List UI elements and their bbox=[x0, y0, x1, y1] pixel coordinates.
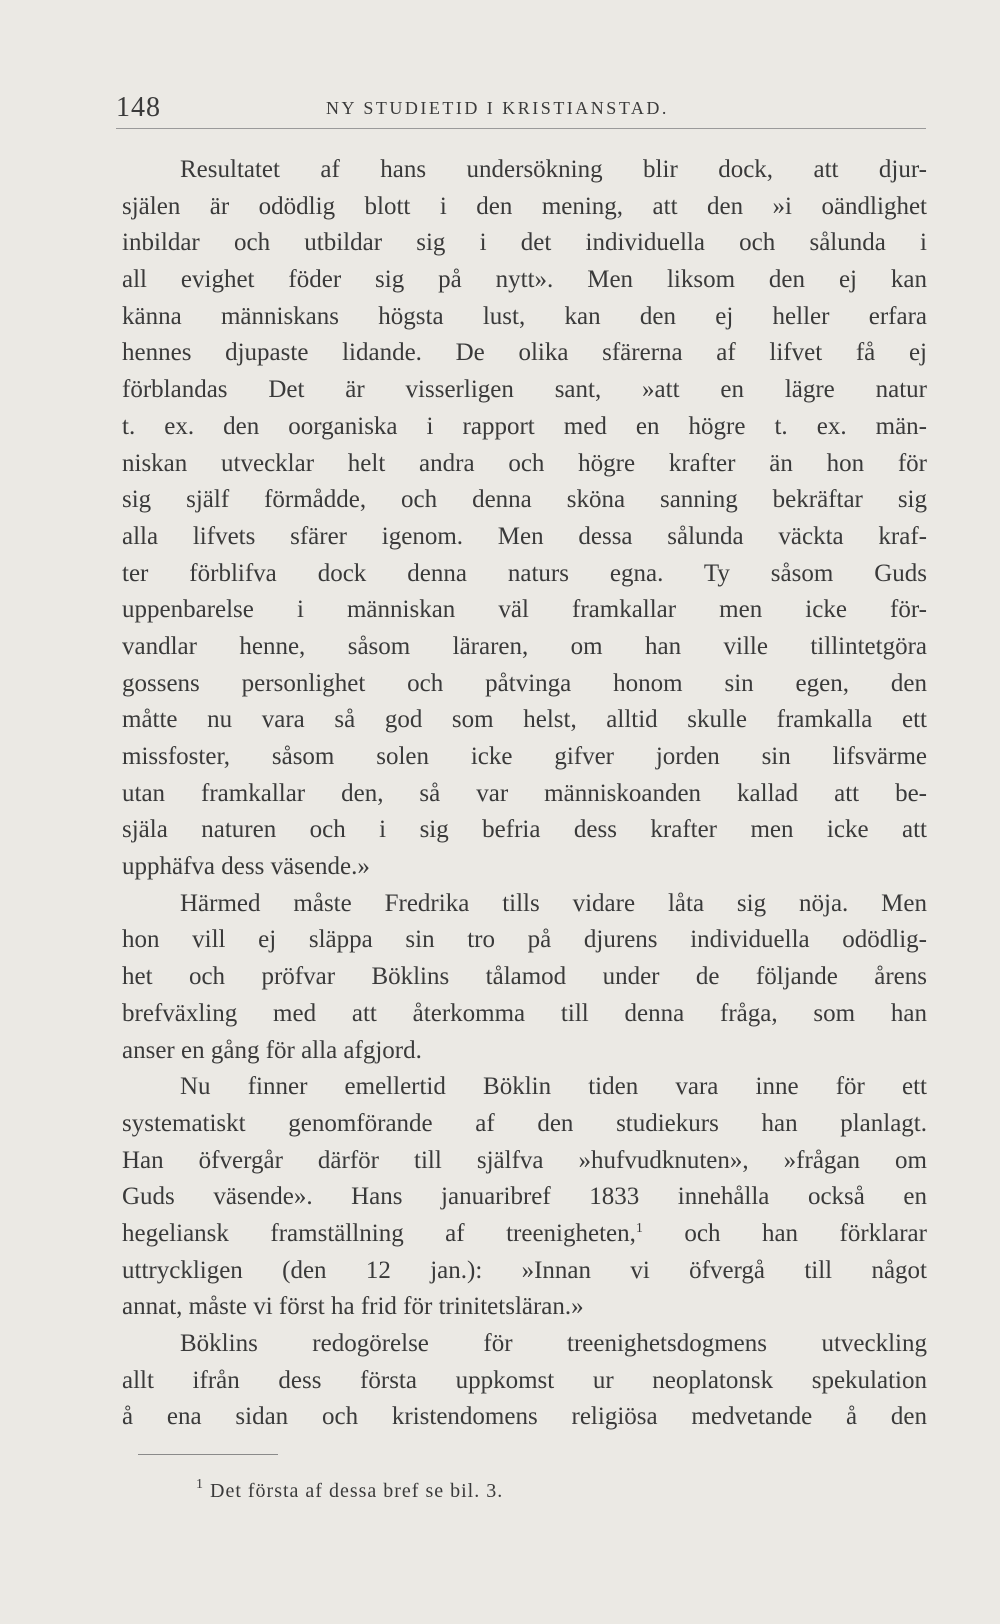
header-rule bbox=[116, 128, 926, 129]
text-line bbox=[122, 996, 927, 1033]
page-number: 148 bbox=[116, 92, 161, 123]
text-line bbox=[122, 519, 927, 556]
text-line bbox=[122, 1106, 927, 1143]
text-line bbox=[122, 739, 927, 776]
text-line bbox=[122, 959, 927, 996]
line-text: Resultatet af hans undersökning blir dock, att djur- bbox=[180, 156, 927, 183]
text-line bbox=[122, 629, 927, 666]
line-text: inbildar och utbildar sig i det individuella och sålunda i bbox=[122, 229, 927, 257]
footnote-reference: 1 bbox=[635, 1220, 643, 1236]
text-line bbox=[122, 702, 927, 739]
footnote-marker: 1 bbox=[196, 1477, 204, 1492]
line-text: systematiskt genomförande af den studiekurs han planlagt. bbox=[122, 1109, 927, 1137]
text-line bbox=[122, 1326, 927, 1363]
line-text: annat, måste vi först ha frid för trinitetsläran.» bbox=[122, 1293, 584, 1321]
text-line bbox=[122, 1363, 927, 1400]
text-line bbox=[122, 152, 927, 189]
text-line bbox=[122, 1179, 927, 1216]
line-text: upphäfva dess väsende.» bbox=[122, 853, 370, 881]
text-line bbox=[122, 262, 927, 299]
line-text: å ena sidan och kristendomens religiösa medvetande å den bbox=[122, 1403, 927, 1431]
text-line bbox=[122, 1399, 927, 1436]
line-text: Han öfvergår därför till själfva »hufvudknuten», »frågan om bbox=[122, 1146, 927, 1174]
line-text: hegeliansk framställning af treenigheten, bbox=[122, 1219, 636, 1247]
line-text: själen är odödlig blott i den mening, att den »i oändlighet bbox=[122, 192, 927, 220]
text-line bbox=[122, 482, 927, 519]
line-text: niskan utvecklar helt andra och högre krafter än hon för bbox=[122, 449, 927, 477]
line-text: missfoster, såsom solen icke gifver jorden sin lifsvärme bbox=[122, 743, 927, 770]
text-line bbox=[122, 776, 927, 813]
line-text: ter förblifva dock denna naturs egna. Ty såsom Guds bbox=[122, 559, 927, 587]
line-text: hennes djupaste lidande. De olika sfärerna af lifvet få ej bbox=[122, 339, 927, 367]
line-text: uttryckligen (den 12 jan.): »Innan vi öfvergå till något bbox=[122, 1256, 927, 1284]
line-text: alla lifvets sfärer igenom. Men dessa sålunda väckta kraf- bbox=[122, 522, 927, 550]
line-text: brefväxling med att återkomma till denna fråga, som han bbox=[122, 999, 927, 1027]
line-text: t. ex. den oorganiska i rapport med en högre t. ex. män- bbox=[122, 412, 927, 440]
line-text: anser en gång för alla afgjord. bbox=[122, 1036, 422, 1064]
line-text: vandlar henne, såsom läraren, om han ville tillintetgöra bbox=[122, 632, 927, 660]
text-line bbox=[122, 812, 927, 849]
line-text: Guds väsende». Hans januaribref 1833 innehålla också en bbox=[122, 1183, 927, 1211]
line-text: all evighet föder sig på nytt». Men liksom den ej kan bbox=[122, 266, 927, 294]
line-text: känna människans högsta lust, kan den ej heller erfara bbox=[122, 302, 927, 330]
text-line bbox=[122, 189, 927, 226]
line-text: allt ifrån dess första uppkomst ur neoplatonsk spekulation bbox=[122, 1366, 927, 1394]
text-line bbox=[122, 886, 927, 923]
body-text bbox=[122, 152, 927, 1436]
text-line bbox=[122, 446, 927, 483]
text-line bbox=[122, 849, 927, 886]
running-head: NY STUDIETID I KRISTIANSTAD. bbox=[326, 98, 669, 118]
text-line bbox=[122, 225, 927, 262]
line-text: gossens personlighet och påtvinga honom sin egen, den bbox=[122, 669, 927, 697]
text-line bbox=[122, 1216, 927, 1253]
line-text: Nu finner emellertid Böklin tiden vara inne för ett bbox=[180, 1073, 927, 1101]
line-text: Härmed måste Fredrika tills vidare låta sig nöja. Men bbox=[180, 889, 927, 917]
footnote-rule bbox=[138, 1454, 278, 1455]
line-text: förblandas Det är visserligen sant, »att en lägre natur bbox=[122, 376, 927, 404]
line-text: själa naturen och i sig befria dess krafter men icke att bbox=[122, 816, 927, 844]
text-line bbox=[122, 922, 927, 959]
page-header bbox=[116, 92, 926, 132]
line-text: sig själf förmådde, och denna sköna sanning bekräftar sig bbox=[122, 486, 927, 514]
text-line bbox=[122, 666, 927, 703]
line-text-continued: och han förklarar bbox=[642, 1219, 927, 1247]
text-line bbox=[122, 335, 927, 372]
text-line bbox=[122, 299, 927, 336]
text-line bbox=[122, 409, 927, 446]
text-line bbox=[122, 1069, 927, 1106]
text-line bbox=[122, 592, 927, 629]
text-line bbox=[122, 1289, 927, 1326]
text-line bbox=[122, 1143, 927, 1180]
line-text: hon vill ej släppa sin tro på djurens individuella odödlig- bbox=[122, 926, 927, 954]
text-line bbox=[122, 1033, 927, 1070]
line-text: utan framkallar den, så var människoanden kallad att be- bbox=[122, 779, 927, 807]
footnote bbox=[196, 1477, 504, 1503]
line-text: Böklins redogörelse för treenighetsdogmens utveckling bbox=[180, 1330, 927, 1357]
text-line bbox=[122, 372, 927, 409]
line-text: het och pröfvar Böklins tålamod under de följande årens bbox=[122, 963, 927, 991]
line-text: uppenbarelse i människan väl framkallar men icke för- bbox=[122, 596, 927, 624]
footnote-text: Det första af dessa bref se bil. 3. bbox=[210, 1480, 504, 1502]
text-line bbox=[122, 556, 927, 593]
text-line bbox=[122, 1253, 927, 1290]
line-text: måtte nu vara så god som helst, alltid skulle framkalla ett bbox=[122, 706, 927, 734]
